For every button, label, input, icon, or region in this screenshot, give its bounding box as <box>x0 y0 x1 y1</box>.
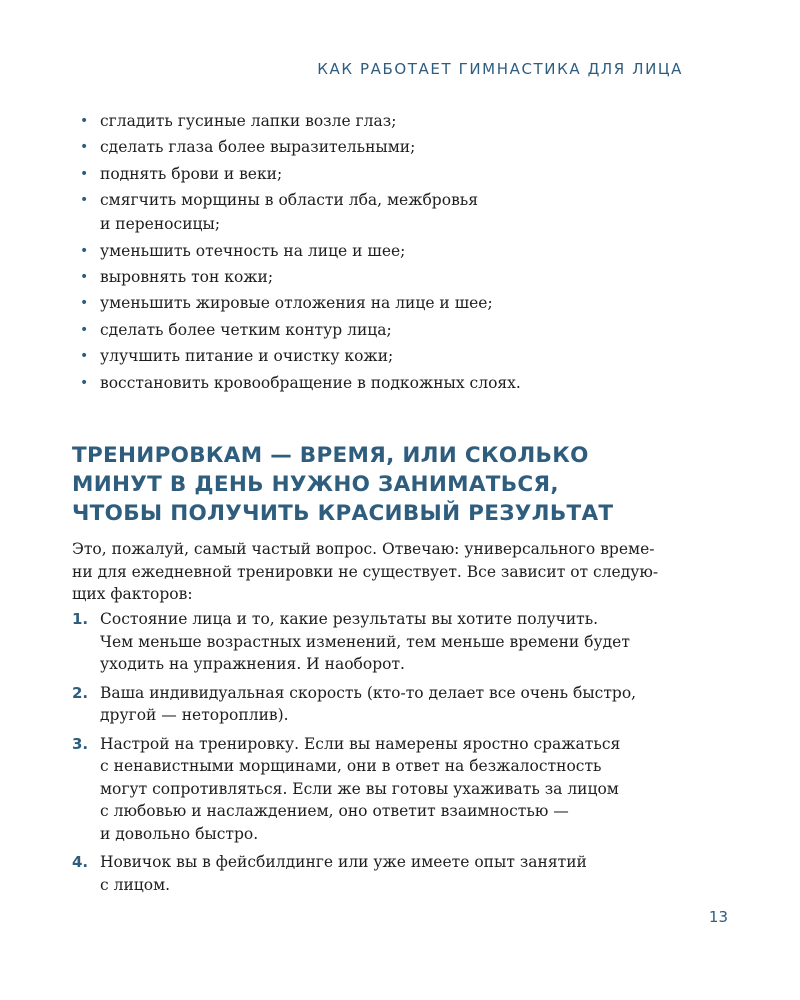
list-item-text: восстановить кровообращение в подкожных слоях. <box>100 373 521 392</box>
list-item <box>79 318 639 342</box>
item-line: с лицом. <box>100 875 171 894</box>
list-item <box>79 109 639 133</box>
item-line: с любовью и наслаждением, оно ответит взаимностью — <box>100 802 569 820</box>
item-line: Ваша индивидуальная скорость (кто-то делает все очень быстро, <box>100 683 637 702</box>
numbered-item <box>72 608 692 676</box>
list-item <box>79 162 639 186</box>
bullet-icon: • <box>80 268 89 285</box>
list-item-text: поднять брови и веки; <box>100 164 283 183</box>
list-item <box>79 265 639 289</box>
list-item-text-continued: и переносицы; <box>100 215 221 234</box>
intro-line: Это, пожалуй, самый частый вопрос. Отвечаю: универсального време- <box>72 540 655 558</box>
intro-paragraph <box>72 538 692 606</box>
item-line: и довольно быстро. <box>100 824 259 843</box>
list-item-text: сгладить гусиные лапки возле глаз; <box>100 112 397 130</box>
section-heading-line: ЧТОБЫ ПОЛУЧИТЬ КРАСИВЫЙ РЕЗУЛЬТАТ <box>72 501 614 526</box>
bullet-icon: • <box>80 113 89 129</box>
factors-list <box>72 608 692 902</box>
item-line: Чем меньше возрастных изменений, тем меньше времени будет <box>100 632 630 651</box>
item-line: с ненавистными морщинами, они в ответ на безжалостность <box>100 757 602 775</box>
list-item-text: уменьшить отечность на лице и шее; <box>100 241 406 260</box>
item-line: Состояние лица и то, какие результаты вы хотите получить. <box>100 610 599 628</box>
item-number: 2. <box>72 683 89 702</box>
bullet-icon: • <box>80 321 89 338</box>
list-item-text: выровнять тон кожи; <box>100 267 274 286</box>
bullet-icon: • <box>80 374 89 391</box>
list-item <box>79 344 639 368</box>
bullet-icon: • <box>80 139 89 156</box>
section-heading-line: МИНУТ В ДЕНЬ НУЖНО ЗАНИМАТЬСЯ, <box>72 472 559 497</box>
bullet-icon: • <box>80 295 89 312</box>
list-item-text: уменьшить жировые отложения на лице и шее; <box>100 294 493 313</box>
item-line: другой — нетороплив). <box>100 706 289 724</box>
bullet-icon: • <box>80 192 89 209</box>
list-item <box>79 135 639 159</box>
item-line: Настрой на тренировку. Если вы намерены яростно сражаться <box>100 734 621 753</box>
list-item <box>79 239 639 263</box>
item-number: 3. <box>72 734 89 753</box>
list-item-text: смягчить морщины в области лба, межбровья <box>100 191 479 210</box>
list-item <box>79 291 639 315</box>
bullet-icon: • <box>80 165 89 182</box>
benefits-list <box>79 109 639 397</box>
item-line: Новичок вы в фейсбилдинге или уже имеете опыт занятий <box>100 853 587 871</box>
running-header: КАК РАБОТАЕТ ГИМНАСТИКА ДЛЯ ЛИЦА <box>317 60 683 78</box>
intro-line: щих факторов: <box>72 585 193 603</box>
bullet-icon: • <box>80 348 89 365</box>
list-item-text: сделать глаза более выразительными; <box>100 138 416 157</box>
numbered-item <box>72 851 692 896</box>
numbered-item <box>72 733 692 846</box>
list-item-text: сделать более четким контур лица; <box>100 320 392 339</box>
intro-line: ни для ежедневной тренировки не существует. Все зависит от следую- <box>72 562 659 581</box>
numbered-item <box>72 682 692 727</box>
item-line: могут сопротивляться. Если же вы готовы ухаживать за лицом <box>100 779 619 798</box>
page-number: 13 <box>708 908 728 926</box>
section-heading <box>72 441 632 528</box>
section-heading-line: ТРЕНИРОВКАМ — ВРЕМЯ, ИЛИ СКОЛЬКО <box>72 443 589 468</box>
item-line: уходить на упражнения. И наоборот. <box>100 655 405 673</box>
list-item <box>79 371 639 395</box>
item-number: 4. <box>72 853 89 871</box>
list-item-text: улучшить питание и очистку кожи; <box>100 347 394 366</box>
item-number: 1. <box>72 610 89 628</box>
list-item <box>79 188 639 236</box>
bullet-icon: • <box>80 242 89 259</box>
